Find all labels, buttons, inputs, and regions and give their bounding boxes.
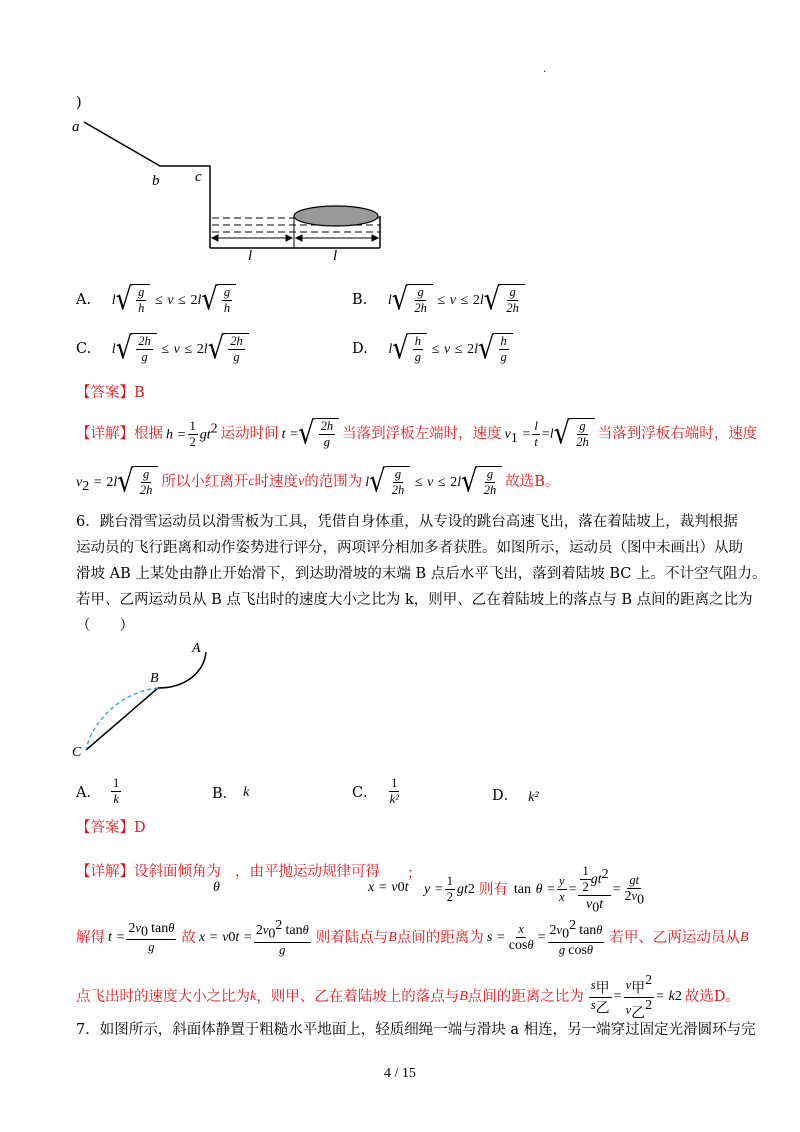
q6-detail-text: ，则甲、乙在着陆坡上的落点与 — [256, 989, 460, 1006]
q6-line2: 运动员的飞行距离和动作姿势进行评分，两项评分相加多者获胜。如图所示，运动员（图中未画出）从助 — [76, 540, 743, 556]
q5-answer-label: 【答案】 — [76, 385, 134, 401]
q6-answer-label: 【答案】 — [76, 820, 134, 836]
q5-option-c: C. l √ $\frac{2h}{g}$ ≤ v ≤ 2l √ $\frac{2h}{g}$ — [76, 333, 249, 365]
float-board — [294, 206, 378, 226]
q6-detail-var: k — [250, 989, 257, 1005]
q5-option-b: B. l √ $\frac{g}{2h}$ ≤ v ≤ 2l √ $\frac{g}{2h}$ — [352, 284, 525, 316]
q6-option-a-letter: A． — [76, 785, 101, 801]
page-number: 4 / 15 — [384, 1066, 416, 1081]
q6-detail-line2: 解得 t = $\frac{2v_0 \tan\theta}{g}$ 故 x = v 0 t = $\frac{2v_0^2 \tan\theta}{g}$ 则着陆点与 B 点间的距离为 s = $\frac{x}{\cos\theta}$ = $\frac{2v_0^2 \tan\theta}{\text{g cosθ}}$ 若甲、乙两运动员从 B — [76, 918, 749, 958]
q6-option-c-letter: C． — [352, 785, 378, 801]
q6-detail-semicolon: ； — [407, 866, 422, 882]
q6-option-b-expr: k — [243, 784, 250, 800]
q5-option-b-letter: B. — [352, 292, 368, 308]
fig2-label-b: B — [150, 671, 159, 686]
q5-answer — [76, 383, 145, 403]
q5-detail-text: 时速度 — [254, 474, 299, 490]
fig2-label-a: A — [192, 641, 201, 656]
fig1-label-a: a — [72, 119, 80, 135]
q5-detail-line2: $v_2 = 2l$ √ $\frac{g}{2h}$ 所以小红离开 c 时速度 v 的范围为 l √ $\frac{g}{2h}$ ≤ v ≤ 2l √ $\frac{g}{2h}$ 故选B。 — [76, 464, 560, 500]
q6-option-c-num: 1 — [391, 776, 398, 790]
q5-option-a: A. l √ $\frac{g}{h}$ ≤ v ≤ 2l √ $\frac{g}{h}$ — [76, 284, 236, 316]
q6-option-d-expr: k² — [528, 790, 539, 805]
q6-option-d-letter: D． — [492, 787, 519, 804]
q6-option-b-letter: B． — [212, 786, 238, 802]
q6-option-a — [76, 776, 123, 807]
q6-line1: 6．跳台滑雪运动员以滑雪板为工具，凭借自身体重，从专设的跳台高速飞出，落在着陆坡上，裁判根据 — [76, 514, 738, 530]
q6-answer-value: D — [134, 820, 146, 836]
q6-detail-line1a — [76, 862, 380, 882]
q6-option-a-num: 1 — [112, 776, 120, 790]
q5-option-d-letter: D. — [352, 341, 368, 357]
q6-detail-text: 点间的距离之比为 — [467, 989, 584, 1006]
q6-line3: 滑坡 AB 上某处由静止开始滑下，到达助滑坡的末端 B 点后水平飞出，落到着陆坡 BC 上。不计空气阻力。 — [76, 566, 767, 582]
q6-detail-var: B — [388, 929, 397, 945]
q5-detail-text: 故选B。 — [505, 474, 560, 490]
q6-detail-text: ，由平抛运动规律可得 — [235, 864, 380, 880]
slide-track — [84, 122, 210, 248]
q6-detail-theta: θ — [213, 880, 220, 895]
fig1-label-b: b — [152, 173, 160, 189]
q6-detail-text: 点间的距离为 — [396, 929, 484, 946]
q6-answer — [76, 818, 146, 838]
q6-detail-text: 故选D。 — [684, 989, 740, 1006]
q6-detail-text: 设斜面倾角为 — [134, 864, 221, 880]
q6-detail-var: B — [459, 989, 468, 1005]
q5-option-a-letter: A. — [76, 292, 92, 308]
q5-detail-text: 所以小红离开 — [161, 474, 249, 490]
fig1-label-l1: l — [248, 248, 253, 264]
q5-option-c-letter: C. — [76, 341, 92, 357]
q6-detail-text: 则着陆点与 — [315, 929, 389, 946]
fig2-label-c: C — [72, 745, 82, 760]
q6-detail-eq1: x = v 0 t — [368, 880, 409, 895]
q5-detail-label: 【详解】 — [76, 426, 134, 442]
fig1-label-l2: l — [333, 248, 338, 264]
q5-detail-var: v — [298, 474, 305, 489]
q6-option-c — [352, 776, 403, 807]
q6-line4: 若甲、乙两运动员从 B 点飞出时的速度大小之比为 k，则甲、乙在着陆坡上的落点与 B 点间的距离之比为 — [76, 592, 753, 608]
q6-detail-text: 解得 — [76, 929, 105, 946]
q5-detail-text: 当落到浮板右端时，速度 — [597, 426, 758, 442]
inrun-slope — [158, 652, 206, 688]
q5-detail-text: 根据 — [134, 426, 163, 442]
q5-detail-text: 当落到浮板左端时，速度 — [342, 426, 502, 442]
dimension-arrows — [212, 235, 378, 241]
q6-option-c-den: k² — [389, 792, 399, 806]
q6-detail-text: 点飞出时的速度大小之比为 — [76, 989, 250, 1006]
q6-option-a-den: k — [113, 792, 119, 806]
q6-detail-text: 故 — [181, 929, 196, 946]
q6-detail-label: 【详解】 — [76, 864, 134, 880]
q5-option-d: D. l √ $\frac{h}{g}$ ≤ v ≤ 2l √ $\frac{h}{g}$ — [352, 333, 513, 365]
q6-detail-text: 则有 — [478, 881, 508, 898]
q6-detail-eq2: y = $\frac{1}{2}$ gt 2 则有 tan θ = $\frac{y}{x}$ = $\frac{1}{2}$ $gt^2$ $v_0t$ = $\frac{gt}{2v_0}$ — [424, 864, 645, 916]
q6-option-d — [492, 782, 539, 806]
q5-detail-text: 的范围为 — [304, 474, 363, 490]
header-mark: . — [543, 64, 547, 75]
q6-detail-line3: 点飞出时的速度大小之比为 k ，则甲、乙在着陆坡上的落点与 B 点间的距离之比为 $\frac{s_甲}{s_乙}$ = $\frac{v_甲^2}{v_乙^2}$ = k 2 故选D。 — [76, 973, 740, 1022]
figure-slide-pool — [70, 108, 400, 268]
q5-answer-value: B — [134, 385, 145, 401]
q6-detail-text: 若甲、乙两运动员从 — [609, 929, 740, 946]
q6-line5: （ ） — [76, 618, 134, 634]
landing-slope — [86, 688, 158, 750]
q6-detail-var: B — [739, 929, 749, 945]
question-paren: ) — [76, 95, 82, 111]
fig1-label-c: c — [195, 169, 202, 185]
q5-detail-line1: 【详解】 根据 h = $\frac{1}{2}$ $gt^2$ 运动时间 t = √ $\frac{2h}{g}$ 当落到浮板左端时，速度 $v_1$ = $\frac{l}{t}$ =l √ $\frac{g}{2h}$ 当落到浮板右端时，速度 — [76, 416, 758, 452]
q6-option-b — [212, 782, 249, 803]
q5-detail-var: c — [248, 474, 255, 489]
figure-ski-jump — [70, 636, 230, 766]
q5-detail-text: 运动时间 — [220, 426, 279, 442]
q7-line1: 7．如图所示，斜面体静置于粗糙水平地面上，轻质细绳一端与滑块 a 相连，另一端穿过固定光滑圆环与完 — [76, 1022, 756, 1038]
